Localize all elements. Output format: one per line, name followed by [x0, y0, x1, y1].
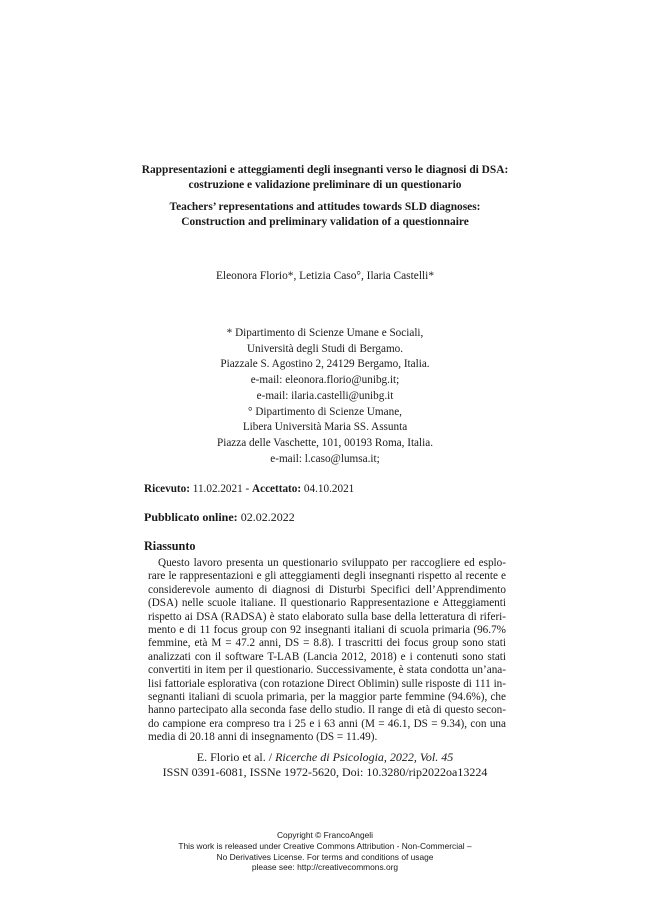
published-online: [144, 510, 295, 525]
affiliation-line: Piazzale S. Agostino 2, 24129 Bergamo, Italia.: [220, 358, 430, 371]
abstract-body: [148, 557, 506, 745]
accepted-value: 04.10.2021: [301, 483, 355, 495]
abstract-line: mento e di 11 focus group con 92 insegnanti italiani di scuola primaria (96.7%: [148, 624, 506, 637]
abstract-line: media di 20.18 anni di insegnamento (DS = 11.49).: [148, 731, 378, 744]
abstract-line: rare le rappresentazioni e gli atteggiamenti degli insegnanti rispetto al recente e: [148, 570, 506, 583]
received-label: Ricevuto:: [144, 483, 190, 495]
italian-title-line-1: Rappresentazioni e atteggiamenti degli insegnanti verso le diagnosi di DSA:: [141, 164, 509, 176]
english-title-line-1: Teachers’ representations and attitudes towards SLD diagnoses:: [169, 201, 481, 213]
affiliation-line: Piazza delle Vaschette, 101, 00193 Roma, Italia.: [216, 436, 434, 449]
citation-journal: Ricerche di Psicologia, 2022, Vol. 45: [275, 750, 454, 764]
published-label: Pubblicato online:: [144, 510, 238, 524]
license-line: This work is released under Creative Commons Attribution - Non-Commercial –: [178, 840, 472, 851]
affiliation-email: e-mail: l.caso@lumsa.it;: [270, 452, 380, 465]
abstract-line: do campione era compreso tra i 25 e i 63 anni (M = 46.1, DS = 9.34), con una: [148, 717, 506, 730]
affiliation-line: ° Dipartimento di Scienze Umane,: [248, 405, 402, 418]
license-link-line: please see: http://creativecommons.org: [251, 862, 399, 873]
affiliation-line: Libera Università Maria SS. Assunta: [242, 421, 408, 434]
affiliation-line: Università degli Studi di Bergamo.: [246, 342, 404, 355]
citation-line-1: [0, 750, 650, 765]
abstract-line: lisi fattoriale esplorativa (con rotazione Direct Oblimin) sulle risposte di 111 in-: [148, 677, 506, 690]
abstract-line: (DSA) nelle scuole italiane. Il questionario Rappresentazione e Atteggiamenti: [148, 597, 506, 610]
copyright-line: Copyright © FrancoAngeli: [276, 830, 373, 840]
abstract-line: convertiti in item per il questionario. Successivamente, è stata condotta un’ana-: [148, 664, 506, 677]
abstract-heading: Riassunto: [144, 539, 196, 553]
abstract-line: Questo lavoro presenta un questionario sviluppato per raccogliere ed esplo-: [158, 557, 506, 569]
abstract-line: considerevole aumento di diagnosi di Disturbi Specifici dell’Apprendimento: [148, 583, 506, 596]
affiliation-line: * Dipartimento di Scienze Umane e Sociali,: [226, 327, 424, 339]
abstract-line: hanno partecipato alla seconda fase dello studio. Il range di età di questo secon-: [148, 704, 506, 717]
received-value: 11.02.2021 -: [189, 483, 253, 495]
copyright-notice: [0, 830, 650, 873]
citation-issn-doi: ISSN 0391-6081, ISSNe 1972-5620, Doi: 10.3280/rip2022oa13224: [162, 765, 488, 779]
affiliation-email: e-mail: ilaria.castelli@unibg.it: [256, 389, 394, 402]
license-line: No Derivatives License. For terms and conditions of usage: [216, 851, 434, 862]
english-title: [0, 200, 650, 230]
published-value: 02.02.2022: [237, 510, 295, 524]
italian-title: [0, 163, 650, 193]
english-title-line-2: Construction and preliminary validation of a questionnaire: [181, 216, 469, 228]
abstract-line: rispetto ai DSA (RADSA) è stato elaborato sulla base della letteratura di riferi-: [148, 610, 506, 623]
author-list: Eleonora Florio*, Letizia Caso°, Ilaria Castelli*: [215, 270, 435, 282]
abstract-line: femmine, età M = 47.2 anni, DS = 8.8). I trascritti dei focus group sono stati: [148, 637, 506, 650]
submission-dates: [144, 483, 354, 495]
abstract-line: segnanti italiani di scuola primaria, per la maggior parte femmine (94.6%), che: [148, 691, 506, 704]
abstract-line: analizzati con il software T-LAB (Lancia 2012, 2018) e i contenuti sono stati: [148, 650, 506, 663]
accepted-label: Accettato:: [252, 483, 302, 495]
italian-title-line-2: costruzione e validazione preliminare di un questionario: [188, 179, 462, 191]
affiliation-email: e-mail: eleonora.florio@unibg.it;: [250, 374, 400, 387]
journal-citation: [0, 750, 650, 780]
citation-authors: E. Florio et al. /: [196, 750, 276, 764]
affiliations: [0, 326, 650, 467]
